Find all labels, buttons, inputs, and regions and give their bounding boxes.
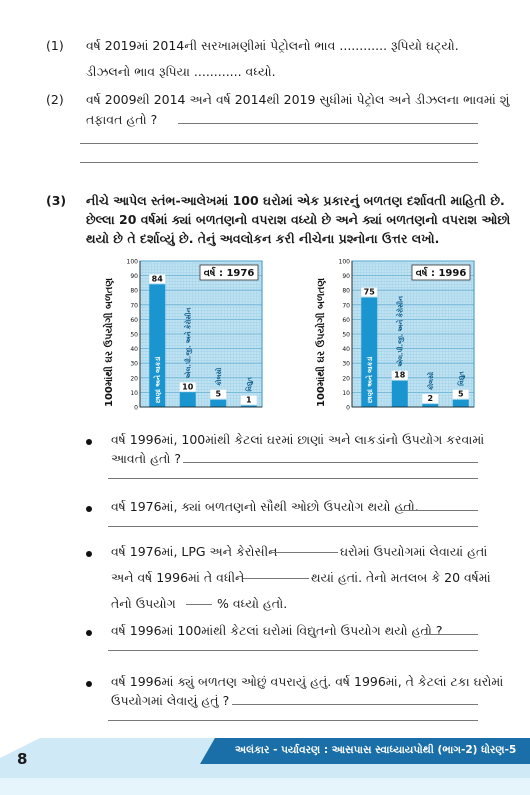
bar [422,404,438,407]
bar-category-label: એલ.પી.જી. અને કેરોસીન [396,295,405,367]
y-tick-label: 30 [342,360,350,368]
bullet-1-line-2: આવતો હતો ? [111,451,181,466]
question-2-line-1: વર્ષ 2009થી 2014 અને વર્ષ 2014થી 2019 સુધીમાં પેટ્રોલ અને ડીઝલના ભાવમાં શું [86,92,510,107]
chart-svg [98,255,268,420]
answer-line[interactable] [183,462,478,463]
bar-value-label: 5 [457,389,464,399]
bar-value-label: 10 [182,382,194,392]
bullet-3-line-3b: % વધ્યો હતો. [217,596,288,611]
y-tick-label: 90 [130,273,138,281]
y-tick-label: 0 [134,404,138,412]
bullet-3-line-1a: વર્ષ 1976માં, LPG અને કેરોસીન [111,544,278,559]
page-number: 8 [17,750,28,768]
answer-line[interactable] [232,704,478,705]
bar-category-label: વિદ્યુત [245,377,254,392]
chart-title: વર્ષ : 1976 [203,268,255,279]
bullet-5-line-2: ઉપયોગમાં લેવાયું હતું ? [111,693,230,708]
y-tick-label: 0 [346,404,350,412]
question-1-number: (1) [46,38,64,53]
bar-chart-1996 [310,255,480,420]
y-axis-label: 100માંથી ઘર ઉપયોગી બળતણ [316,277,327,407]
question-2-line-2: તફાવત હતો ? [86,112,158,127]
question-1-line-2: ડીઝલનો ભાવ રૂપિયા ............ વધ્યો. [86,64,276,79]
y-tick-label: 20 [342,375,350,383]
answer-line[interactable] [108,478,478,479]
y-tick-label: 50 [342,331,350,339]
bullet-3-line-2a: અને વર્ષ 1996માં તે વધીને [111,570,245,585]
answer-line[interactable] [424,634,478,635]
answer-line[interactable] [108,720,478,721]
question-3-line-1: નીચે આપેલ સ્તંભ-આલેખમાં 100 ઘરોમાં એક પ્રકારનું બળતણ દર્શાવતી માહિતી છે. [86,193,505,208]
bar [180,392,196,407]
bullet-icon [86,506,92,512]
footer-title: અલંકાર - પર્યાવરણ : આસપાસ સ્વાધ્યાયપોથી (ભાગ-2) ધોરણ-5 [235,744,517,756]
y-tick-label: 10 [342,389,350,397]
bullet-4-line-1: વર્ષ 1996માં 100માંથી કેટલાં ઘરોમાં વિદ્યુતનો ઉપયોગ થયો હતો ? [111,623,443,638]
question-3-line-3: થયો છે તે દર્શાવ્યું છે. તેનું અવલોકન કરી નીચેના પ્રશ્નોના ઉત્તર લખો. [86,231,440,246]
bar-chart-1976 [98,255,268,420]
bullet-2-line-1: વર્ષ 1976માં, ક્યાં બળતણનો સૌથી ઓછો ઉપયોગ થયો હતો. [111,499,419,514]
bar-category-label: કોલસો [426,372,435,391]
question-3-line-2: છેલ્લા 20 વર્ષમાં ક્યાં બળતણનો વપરાશ વધ્યો છે અને ક્યાં બળતણનો વપરાશ ઓછો [86,212,511,227]
bullet-1-line-1: વર્ષ 1996માં, 100માંથી કેટલાં ઘરમાં છાણાં અને લાકડાંનો ઉપયોગ કરવામાં [111,432,485,447]
y-tick-label: 70 [342,302,350,310]
chart-svg [310,255,480,420]
bar-value-label: 5 [215,389,222,399]
bar-category-label: કોલસો [214,367,223,386]
y-tick-label: 80 [342,287,350,295]
answer-blank[interactable] [243,578,309,579]
bullet-icon [86,551,92,557]
bullet-3-line-3a: તેનો ઉપયોગ [111,596,176,611]
y-tick-label: 100 [126,258,138,266]
bar-value-label: 75 [363,287,375,297]
bar-category-label: એલ.પી.જી. અને કેરોસીન [184,307,193,379]
y-tick-label: 50 [130,331,138,339]
bullet-icon [86,439,92,445]
bar-value-label: 2 [427,394,434,404]
question-3-number: (3) [46,193,67,208]
y-tick-label: 40 [342,346,350,354]
bullet-3-line-2b: થયાં હતાં. તેનો મતલબ કે 20 વર્ષમાં [311,570,491,585]
y-tick-label: 80 [130,287,138,295]
bar-value-label: 84 [151,274,163,284]
y-tick-label: 60 [130,316,138,324]
answer-blank[interactable] [272,552,338,553]
answer-line[interactable] [80,143,478,144]
y-tick-label: 70 [130,302,138,310]
y-tick-label: 100 [338,258,350,266]
answer-line[interactable] [178,123,478,124]
y-tick-label: 40 [130,346,138,354]
y-tick-label: 10 [130,389,138,397]
bullet-5-line-1: વર્ષ 1996માં ક્યું બળતણ ઓછું વપરાયું હતું. વર્ષ 1996માં, તે કેટલાં ટકા ઘરોમાં [111,674,504,689]
chart-title: વર્ષ : 1996 [415,268,467,279]
bar-value-label: 1 [245,395,252,405]
y-tick-label: 20 [130,375,138,383]
bar-category-label: છાણાં અને લાકડાં [153,356,162,403]
y-tick-label: 30 [130,360,138,368]
answer-line[interactable] [400,510,478,511]
y-tick-label: 90 [342,273,350,281]
bar [210,400,226,407]
bar-value-label: 18 [394,370,406,380]
bar [392,381,408,407]
bar-category-label: છાણાં અને લાકડાં [365,356,374,403]
answer-line[interactable] [108,526,478,527]
answer-line[interactable] [108,650,478,651]
question-2-number: (2) [46,92,64,107]
question-1-line-1: વર્ષ 2019માં 2014ની સરખામણીમાં પેટ્રોલનો ભાવ ............ રૂપિયો ઘટ્યો. [86,38,459,53]
bullet-icon [86,630,92,636]
y-axis-label: 100માંથી ઘર ઉપયોગી બળતણ [104,277,115,407]
page-footer [0,738,530,795]
y-tick-label: 60 [342,316,350,324]
bar [453,400,469,407]
bar-category-label: વિદ્યુત [457,371,466,386]
answer-blank[interactable] [186,604,212,605]
bullet-3-line-1b: ઘરોમાં ઉપયોગમાં લેવાયાં હતાં [340,544,488,559]
answer-line[interactable] [80,162,478,163]
bullet-icon [86,681,92,687]
